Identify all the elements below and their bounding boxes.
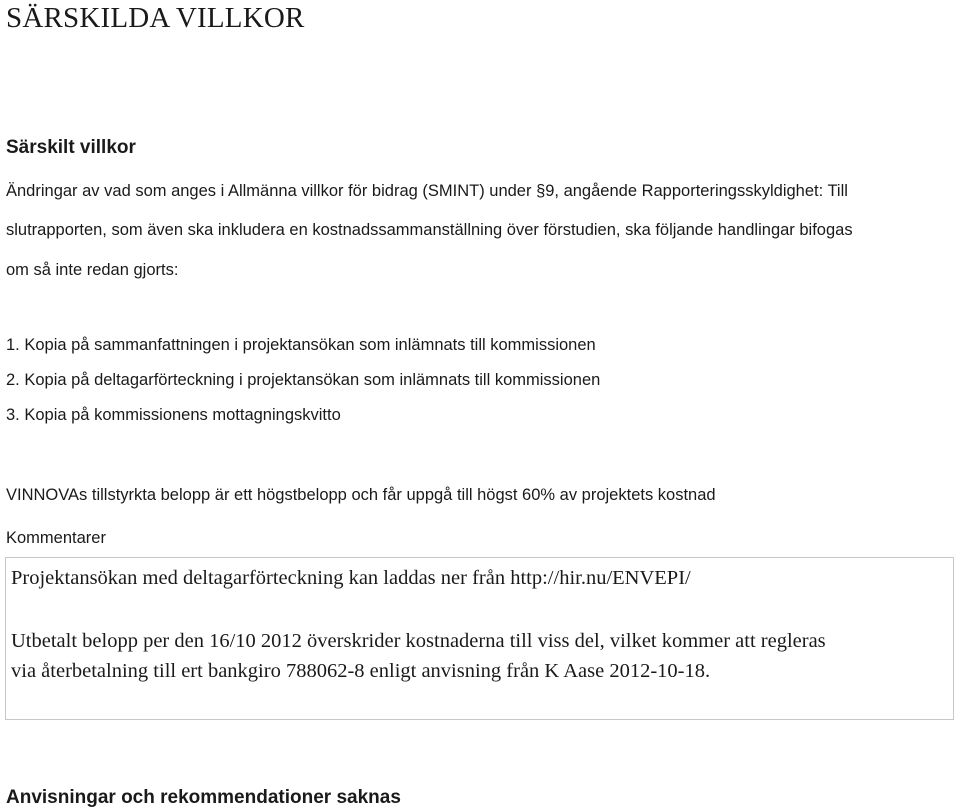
list-item: 3. Kopia på kommissionens mottagningskvitto: [6, 406, 341, 424]
list-item: 2. Kopia på deltagarförteckning i projektansökan som inlämnats till kommissionen: [6, 371, 601, 389]
comments-label: Kommentarer: [6, 529, 106, 547]
comment-line-1: Projektansökan med deltagarförteckning kan laddas ner från http://hir.nu/ENVEPI/: [11, 567, 691, 589]
recommendations-heading: Anvisningar och rekommendationer saknas: [6, 787, 401, 808]
comments-box: [5, 557, 954, 720]
list-item: 1. Kopia på sammanfattningen i projektansökan som inlämnats till kommissionen: [6, 336, 596, 354]
intro-line-3: om så inte redan gjorts:: [6, 261, 179, 279]
comment-line-3: via återbetalning till ert bankgiro 788062-8 enligt anvisning från K Aase 2012-10-18.: [11, 660, 711, 682]
vinnova-note: VINNOVAs tillstyrkta belopp är ett högstbelopp och får uppgå till högst 60% av projektets kostnad: [6, 486, 716, 504]
required-documents-list: [6, 335, 600, 440]
special-condition-heading: Särskilt villkor: [6, 137, 136, 158]
page-title: SÄRSKILDA VILLKOR: [6, 2, 305, 34]
intro-line-1: Ändringar av vad som anges i Allmänna villkor för bidrag (SMINT) under §9, angående Rapporteringsskyldighet: Till: [6, 182, 848, 200]
comment-line-2: Utbetalt belopp per den 16/10 2012 överskrider kostnaderna till viss del, vilket kommer att regleras: [11, 630, 826, 652]
intro-line-2: slutrapporten, som även ska inkludera en kostnadssammanställning över förstudien, ska följande handlingar bifogas: [6, 221, 853, 239]
